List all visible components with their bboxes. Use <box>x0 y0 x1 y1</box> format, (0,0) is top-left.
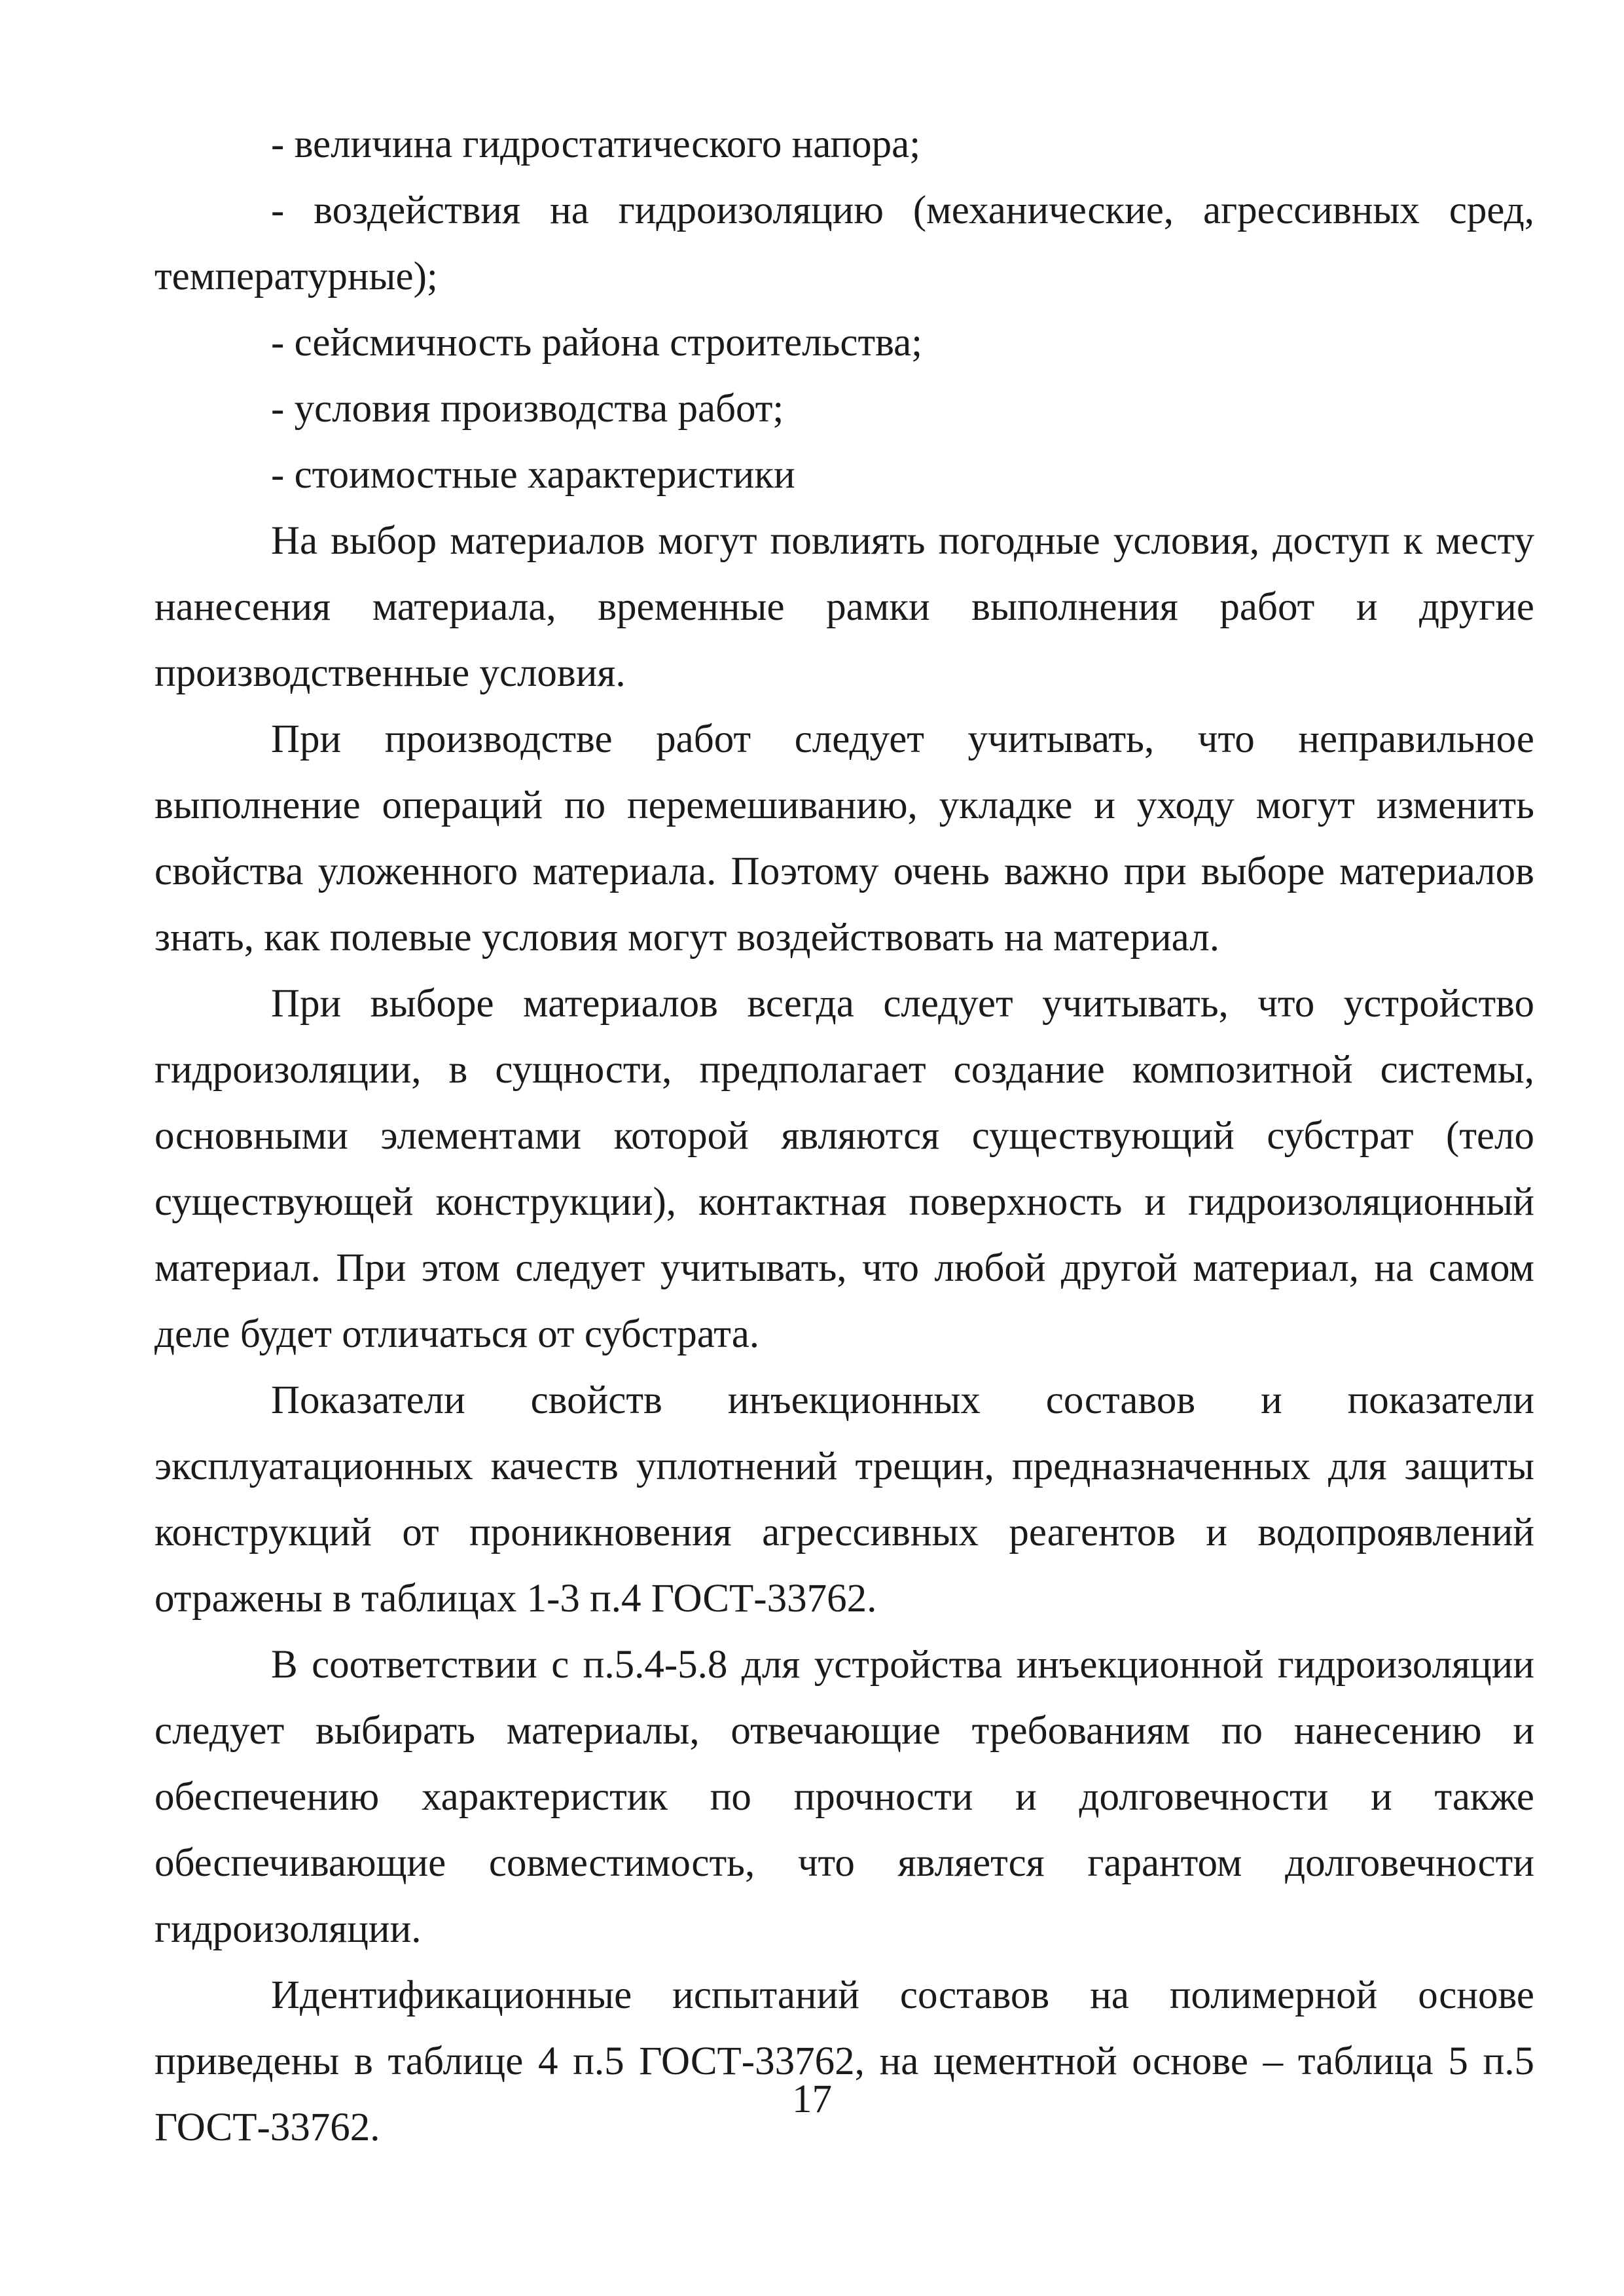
list-item-cost: - стоимостные характеристики <box>271 453 795 497</box>
list-item-impacts: - воздействия на гидроизоляцию (механические, агрессивных сред, температурные); <box>154 188 1534 298</box>
list-item-work-conditions: - условия производства работ; <box>271 387 784 431</box>
paragraph-weather-conditions: На выбор материалов могут повлиять погодные условия, доступ к месту нанесения материала, временные рамки выполнения работ и другие производственные условия. <box>154 519 1534 695</box>
paragraph-composite-system: При выборе материалов всегда следует учитывать, что устройство гидроизоляции, в сущности, предполагает создание композитной системы, основными элементами которой являются существующий субстрат (тело существующей конструкции), контактная поверхность и гидроизоляционный материал. При этом следует учитывать, что любой другой материал, на самом деле будет отличаться от субстрата. <box>154 982 1534 1356</box>
page-number: 17 <box>792 2077 832 2121</box>
paragraph-material-selection: В соответствии с п.5.4-5.8 для устройства инъекционной гидроизоляции следует выбирать материалы, отвечающие требованиям по нанесению и обеспечению характеристик по прочности и долговечности и также обеспечивающие совместимость, что является гарантом долговечности гидроизоляции. <box>154 1643 1534 1951</box>
paragraph-injection-properties: Показатели свойств инъекционных составов и показатели эксплуатационных качеств уплотнений трещин, предназначенных для защиты конструкций от проникновения агрессивных реагентов и водопроявлений отражены в таблицах 1-3 п.4 ГОСТ-33762. <box>154 1378 1534 1621</box>
body-text <box>154 111 1534 2161</box>
paragraph-work-execution: При производстве работ следует учитывать, что неправильное выполнение операций по перемешиванию, укладке и уходу могут изменить свойства уложенного материала. Поэтому очень важно при выборе материалов знать, как полевые условия могут воздействовать на материал. <box>154 717 1534 960</box>
list-item-hydrostatic-pressure: - величина гидростатического напора; <box>271 122 921 166</box>
paragraph-identification-tests: Идентификационные испытаний составов на полимерной основе приведены в таблице 4 п.5 ГОСТ-33762, на цементной основе – таблица 5 п.5 ГОСТ-33762. <box>154 1973 1534 2149</box>
list-item-seismicity: - сейсмичность района строительства; <box>271 321 923 365</box>
